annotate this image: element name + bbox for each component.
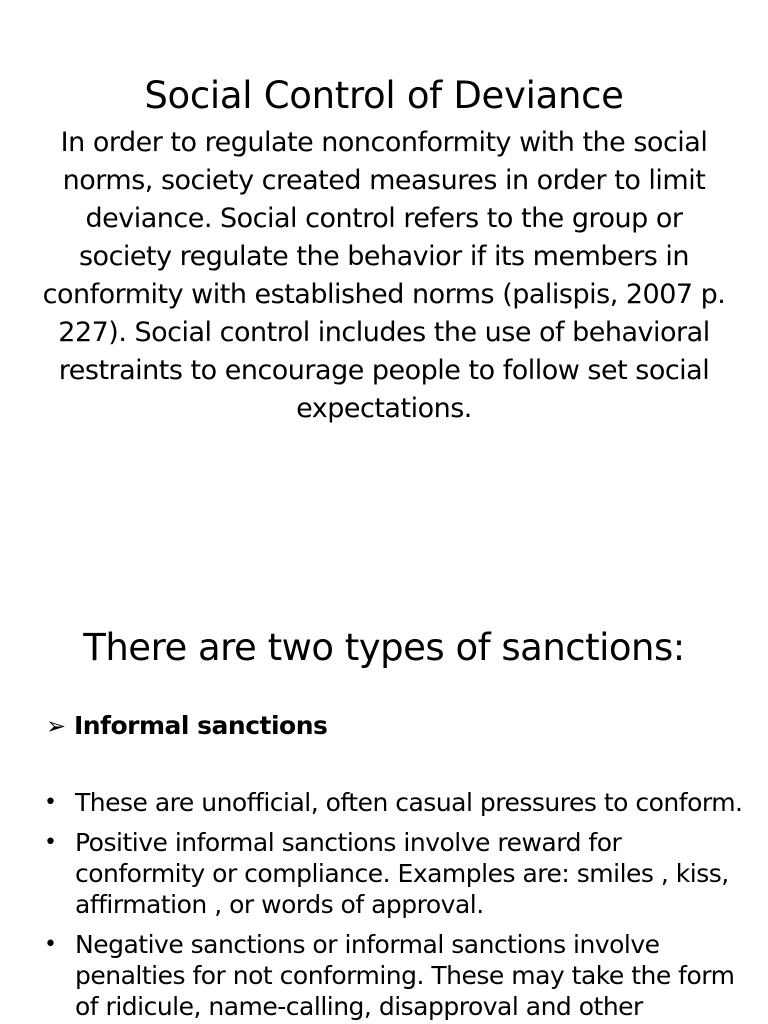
bullet-dot-icon: •: [44, 932, 57, 957]
bullet-dot-icon: •: [44, 790, 57, 815]
bullet-list: [44, 787, 744, 1024]
bullet-text: These are unofficial, often casual pressures to conform.: [75, 788, 743, 817]
informal-sanctions-label: Informal sanctions: [74, 711, 328, 740]
bullet-text: Positive informal sanctions involve reward for conformity or compliance. Examples are: smiles , kiss, affirmation , or words of approval.: [75, 828, 729, 919]
list-item: [44, 827, 744, 920]
intro-paragraph: In order to regulate nonconformity with the social norms, society created measures in order to limit deviance. Social control refers to the group or society regulate the behavior if its members in conformity with established norms (palispis, 2007 p. 227). Social control includes the use of behavioral restraints to encourage people to follow set social expectations.: [42, 127, 726, 424]
page-title: Social Control of Deviance: [144, 74, 624, 117]
bullet-dot-icon: •: [44, 830, 57, 855]
sanctions-subheading: There are two types of sanctions:: [83, 626, 685, 669]
bullet-text: Negative sanctions or informal sanctions involve penalties for not conforming. These may take the form of ridicule, name-calling, disapproval and other: [75, 930, 735, 1021]
arrowhead-bullet-icon: ➢: [46, 712, 66, 740]
list-item: [44, 929, 744, 1022]
informal-sanctions-heading: [46, 708, 327, 744]
list-item: [44, 787, 744, 818]
